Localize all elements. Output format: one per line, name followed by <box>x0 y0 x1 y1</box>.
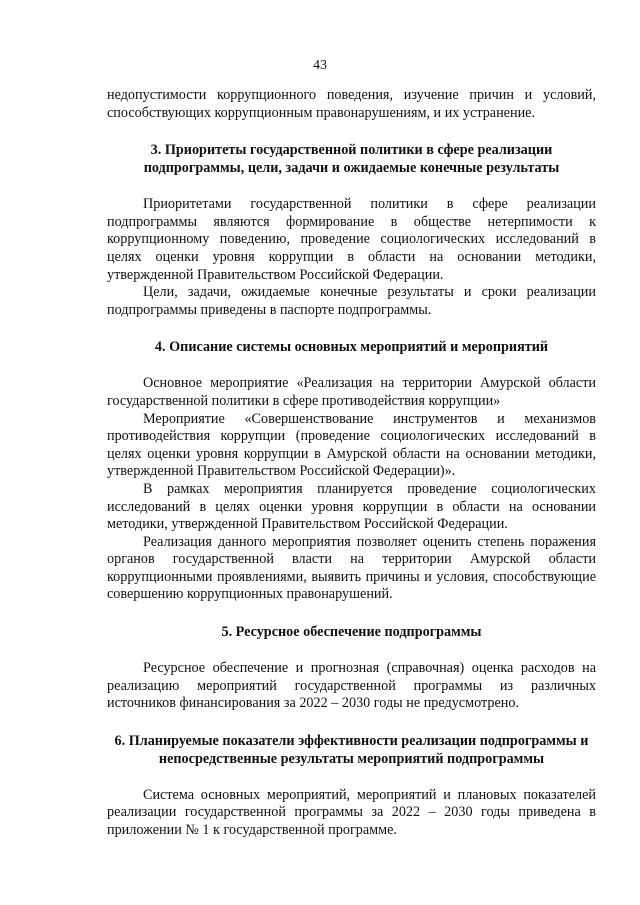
section-5-heading: 5. Ресурсное обеспечение подпрограммы <box>221 624 482 641</box>
document-body <box>107 87 596 840</box>
section-6-paragraph-1: Система основных мероприятий, мероприятий и плановых показателей реализации государственной программы за 2022 – 2030 годы приведена в приложении № 1 к государственной программе. <box>107 786 596 839</box>
section-3-heading-line-2: подпрограммы, цели, задачи и ожидаемые конечные результаты <box>143 160 560 177</box>
page-number: 43 <box>313 58 327 73</box>
section-3-paragraph-1: Приоритетами государственной политики в сфере реализации подпрограммы являются формирование в обществе нетерпимости к коррупционному поведению, проведение социологических исследований в целях оценки уровня коррупции в области на основании методики, утвержденной Правительством Российской Федерации. <box>107 196 596 283</box>
section-3-heading <box>107 141 596 177</box>
section-6-heading <box>107 732 596 768</box>
section-6-heading-line-1: 6. Планируемые показатели эффективности реализации подпрограммы и <box>114 732 589 749</box>
section-3-heading-line-1: 3. Приоритеты государственной политики в сфере реализации <box>150 142 553 159</box>
section-4-paragraph-1: Основное мероприятие «Реализация на территории Амурской области государственной политики в сфере противодействия коррупции» <box>107 375 596 409</box>
section-5-paragraph-1: Ресурсное обеспечение и прогнозная (справочная) оценка расходов на реализацию мероприятий государственной программы из различных источников финансирования за 2022 – 2030 годы не предусмотрено. <box>107 660 596 712</box>
section-4-heading: 4. Описание системы основных мероприятий и мероприятий <box>154 339 549 356</box>
section-4-paragraph-3: В рамках мероприятия планируется проведение социологических исследований в целях оценки уровня коррупции в области на основании методики, утвержденной Правительством Российской Федерации. <box>107 480 596 533</box>
section-4-paragraph-4: Реализация данного мероприятия позволяет оценить степень поражения органов государственной власти на территории Амурской области коррупционными проявлениями, выявить причины и условия, способствующие совершению коррупционных правонарушений. <box>107 533 596 603</box>
section-6-heading-line-2: непосредственные результаты мероприятий подпрограммы <box>158 750 545 767</box>
section-3-paragraph-2: Цели, задачи, ожидаемые конечные результаты и сроки реализации подпрограммы приведены в паспорте подпрограммы. <box>107 284 596 318</box>
intro-paragraph: недопустимости коррупционного поведения, изучение причин и условий, способствующих коррупционным правонарушениям, и их устранение. <box>107 87 596 121</box>
section-4-paragraph-2: Мероприятие «Совершенствование инструментов и механизмов противодействия коррупции (проведение социологических исследований в целях оценки уровня коррупции в Амурской области на основании методики, утвержденной Правительством Российской Федерации)». <box>107 410 596 480</box>
